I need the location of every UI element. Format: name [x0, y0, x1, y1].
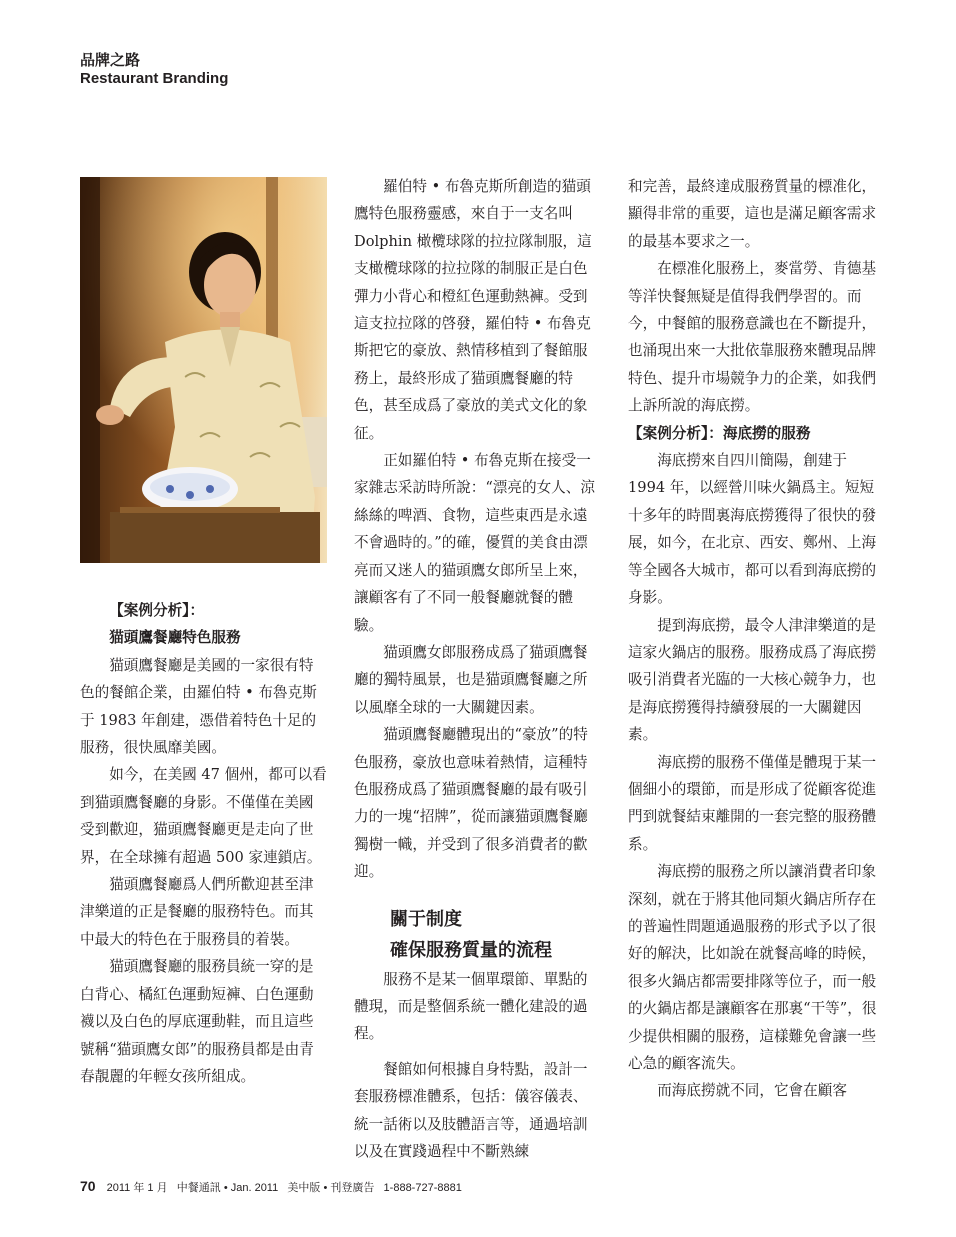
paragraph: 如今，在美國 47 個州，都可以看到猫頭鷹餐廳的身影。不僅僅在美國受到歡迎，猫頭鷹餐廳更是走向了世界，在全球擁有超過 500 家連鎖店。: [80, 766, 327, 866]
paragraph: 猫頭鷹餐廳是美國的一家很有特色的餐館企業，由羅伯特 • 布魯克斯于 1983 年創建，憑借着特色十足的服務，很快風靡美國。: [80, 656, 317, 757]
page-footer: [80, 1178, 462, 1196]
paragraph: 猫頭鷹餐廳爲人們所歡迎甚至津津樂道的正是餐廳的服務特色。而其中最大的特色在于服務員的着裝。: [80, 876, 314, 948]
footer-publication: 中餐通訊 • Jan. 2011: [176, 1182, 279, 1194]
case-label: 【案例分析】：海底撈的服務: [628, 424, 811, 442]
paragraph: 猫頭鷹餐廳的服務員統一穿的是白背心、橘紅色運動短褲、白色運動襪以及白色的厚底運動鞋，而且這些號稱“猫頭鷹女郎”的服務員都是由青春靚麗的年輕女孩所組成。: [80, 958, 314, 1085]
footer-phone: 1-888-727-8881: [383, 1182, 462, 1194]
paragraph: 海底撈的服務不僅僅是體現于某一個細小的環節，而是形成了從顧客從進門到就餐結束離開的一套完整的服務體系。: [628, 753, 877, 853]
paragraph: 而海底撈就不同，它會在顧客: [657, 1082, 847, 1100]
page-number: 70: [80, 1178, 96, 1194]
paragraph: 和完善，最終達成服務質量的標准化，顯得非常的重要，這也是滿足顧客需求的最基本要求之一。: [628, 178, 877, 250]
paragraph: 海底撈的服務之所以讓消費者印象深刻，就在于將其他同類火鍋店所存在的普遍性問題通過服務的形式予以了很好的解決，比如說在就餐高峰的時候，很多火鍋店都需要排隊等位子，而一般的火鍋店都是讓顧客在那裏“干等”，很少提供相關的服務，這樣難免會讓一些心急的顧客流失。: [628, 863, 877, 1072]
paragraph: 羅伯特 • 布魯克斯所創造的猫頭鷹特色服務靈感，來自于一支名叫 Dolphin 橄欖球隊的拉拉隊制服，這支橄欖球隊的拉拉隊的制服正是白色彈力小背心和橙紅色運動熱褲。受到這支拉拉隊的啓發，羅伯特 • 布魯克斯把它的豪放、熱情移植到了餐館服務上，最終形成了猫頭鷹餐廳的特色，甚至成爲了豪放的美式文化的象征。: [354, 178, 592, 442]
footer-edition: 美中版 • 刊登廣告: [287, 1182, 375, 1194]
paragraph: 正如羅伯特 • 布魯克斯在接受一家雜志采訪時所說：“漂亮的女人、涼絲絲的啤酒、食物，這些東西是永遠不會過時的。”的確，優質的美食由漂亮而又迷人的猫頭鷹女郎所呈上來，讓顧客有了不同一般餐廳就餐的體驗。: [354, 452, 595, 634]
paragraph: 服務不是某一個單環節、單點的體現，而是整個系統一體化建設的過程。: [354, 970, 588, 1043]
paragraph: 猫頭鷹餐廳體現出的“豪放”的特色服務，豪放也意味着熱情，這種特色服務成爲了猫頭鷹餐廳的最有吸引力的一塊“招牌”，從而讓猫頭鷹餐廳獨樹一幟，并受到了很多消費者的歡迎。: [354, 726, 588, 881]
paragraph: 在標准化服務上，麥當勞、肯德基等洋快餐無疑是值得我們學習的。而今，中餐館的服務意識也在不斷提升，也涌現出來一大批依靠服務來體現品牌特色、提升市場競争力的企業，如我們上訴所說的海底撈。: [628, 260, 877, 415]
article-photo: [80, 177, 327, 563]
paragraph: 猫頭鷹女郎服務成爲了猫頭鷹餐廳的獨特風景，也是猫頭鷹餐廳之所以風靡全球的一大關鍵因素。: [354, 643, 588, 716]
paragraph: 餐館如何根據自身特點，設計一套服務標准體系，包括：儀容儀表、統一話術以及肢體語言等，通過培訓以及在實踐過程中不斷熟練: [354, 1060, 588, 1160]
paragraph: 提到海底撈，最令人津津樂道的是這家火鍋店的服務。服務成爲了海底撈吸引消費者光臨的一大核心競争力，也是海底撈獲得持續發展的一大關鍵因素。: [628, 616, 877, 744]
section-heading: 關于制度: [390, 908, 462, 930]
footer-date: 2011 年 1 月: [106, 1182, 168, 1194]
section-title-en: Restaurant Branding: [80, 70, 229, 87]
photo-waitress-serving-tea-icon: [80, 177, 327, 563]
section-header: [80, 51, 228, 88]
section-heading: 確保服務質量的流程: [390, 939, 552, 961]
case-title: 猫頭鷹餐廳特色服務: [109, 629, 241, 647]
section-title-cn: 品牌之路: [80, 51, 141, 69]
paragraph: 海底撈來自四川簡陽，創建于 1994 年，以經營川味火鍋爲主。短短十多年的時間裏海底撈獲得了很快的發展，如今，在北京、西安、鄭州、上海等全國各大城市，都可以看到海底撈的身影。: [628, 452, 877, 607]
column-1: [80, 597, 328, 1090]
case-label: 【案例分析】：: [109, 602, 205, 619]
column-3: [628, 173, 878, 1105]
column-2: [354, 173, 602, 1165]
